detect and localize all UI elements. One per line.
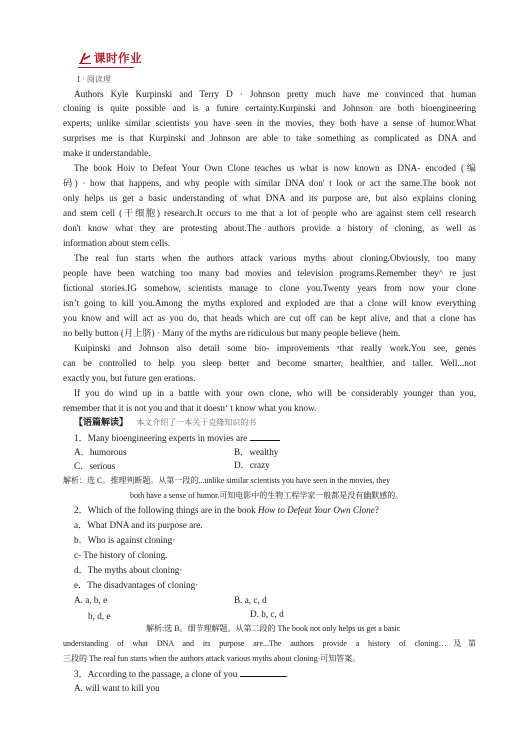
question-2-explanation: 解析:选 B。细节理解题。从第二段的 The book not only helps us get a basic — [146, 624, 401, 633]
passage-line: remember that it is not you and that it doesn‘ t know what you know. — [63, 403, 317, 413]
question-1-explanation: both have a sense of humor.可知电影中的生物工程学家一般都是没有幽默感的。 — [130, 491, 404, 500]
option-b: B. a, c, d — [234, 595, 267, 605]
book-title: How to Defeat Your Own Clone — [257, 505, 375, 515]
answer-blank — [240, 668, 286, 677]
option-a: A. will want to kill you — [74, 683, 160, 693]
passage-line: and stem cell (干细胞) research.It occurs to me that a lot of people who are against stem cell research — [63, 208, 476, 218]
question-mark: ? — [374, 505, 379, 515]
choice-item: b．Who is against cloning· — [74, 535, 176, 545]
question-2-explanation: understanding of what DNA and its purpose are...The authors provide a history of cloning…及第 — [63, 639, 476, 648]
passage-line: fictional stories.IG somehow, scientists manage to clone you.Twenty years from now your clone — [63, 283, 476, 293]
lesson-logo — [78, 50, 142, 66]
question-2-stem — [74, 505, 379, 516]
question-1-explanation: 解析：选 C。推理判断题。从第一段的...unlike similar scientists you have seen in the movies, they — [63, 476, 391, 485]
passage-line: experts; unlike similar scientists you have seen in the movies, they both have a sense of humor.What — [63, 118, 476, 128]
analysis-label: 【语篇解读】 — [74, 418, 129, 428]
option-d: D．crazy — [234, 460, 270, 470]
pen-book-icon — [78, 51, 92, 65]
analysis-text: 本文介绍了一本关于克隆知识的书 — [136, 418, 257, 427]
option-a: A. a, b, e — [74, 595, 108, 605]
question-3-stem — [74, 668, 288, 680]
passage-line: exactly you, but future gen erations. — [63, 373, 196, 383]
passage-line: Kuipinski and Johnson also detail some bio- improvements ᵃthat really work.You see, genes — [74, 343, 476, 353]
option-d: D. b, c, d — [250, 609, 284, 619]
option-b: B．wealthy — [234, 447, 279, 457]
logo-text: 课时作业 — [94, 51, 142, 65]
passage-line: The book Hoiv to Defeat Your Own Clone teaches us what is now known as DNA- encoded (编 — [74, 163, 476, 173]
passage-line: If you do wind up in a battle with your own clone, who will be considerably younger than you, — [74, 388, 476, 398]
section-label: Ⅰ · 阅读理 — [77, 75, 111, 84]
question-3-text: 3．According to the passage, a clone of you — [74, 669, 238, 679]
option-a: A．humorous — [74, 447, 127, 457]
option-c: C．serious — [74, 461, 116, 471]
passage-line: surprises me is that Kurpinski and Johnson are able to take something as complicated as DNA and — [63, 133, 476, 143]
logo-underline — [78, 67, 134, 68]
analysis-heading — [74, 417, 256, 429]
choice-item: d．The myths about cloning· — [74, 565, 183, 575]
passage-line: make it understandable. — [63, 148, 151, 158]
question-2-explanation: 三段的 The real fun starts when the authors attack various myths about cloning·可知答案。 — [63, 654, 361, 663]
passage-line: 码) · how that happens, and why people with similar DNA don' t look or act the same.The book not — [63, 178, 476, 188]
passage-line: people have been watching too many bad movies and television programs.Remember they^ re just — [63, 268, 476, 278]
choice-item: a．What DNA and its purpose are. — [74, 520, 203, 530]
passage-line: only helps us get a basic understanding of what DNA and its purpose are, but also explains cloning — [63, 193, 476, 203]
period: . — [285, 669, 288, 679]
passage-line: don't know what they are protesting about.The authors provide a history of cloning, as well as — [63, 223, 476, 233]
question-1-text: 1．Many bioengineering experts in movies are — [74, 433, 248, 443]
passage-line: can be controlled to help you sleep better and become smarter, healthier, and taller. Well...not — [63, 358, 476, 368]
passage-line: no belly button (月上脐) · Many of the myths are ridiculous but many people believe (hem. — [63, 328, 401, 338]
question-1-stem — [74, 432, 280, 444]
choice-item: c- The history of cloning. — [74, 550, 168, 560]
passage-line: cloning is quite possible and is a future certainty.Kurpinski and Johnson are both bioengineering — [63, 103, 476, 113]
passage-line: information about stem cells. — [63, 238, 171, 248]
option-c: b, d, e — [88, 611, 111, 621]
passage-line: The real fun starts when the authors attack various myths about cloning.Obviously, too many — [74, 253, 476, 263]
answer-blank — [250, 432, 280, 441]
passage-line: you know and will act as you do, that heads which are cut off can be kept alive, and that a clone has — [63, 313, 476, 323]
question-2-text: 2．Which of the following things are in the book — [74, 505, 258, 515]
passage-line: isn’t going to kill you.Among the myths explored and exploded are that a clone will know everything — [63, 298, 476, 308]
choice-item: e．The disadvantages of cloning· — [74, 580, 199, 590]
passage-line: Authors Kyle Kurpinski and Terry D · Johnson pretty much have me convinced that human — [74, 89, 476, 99]
